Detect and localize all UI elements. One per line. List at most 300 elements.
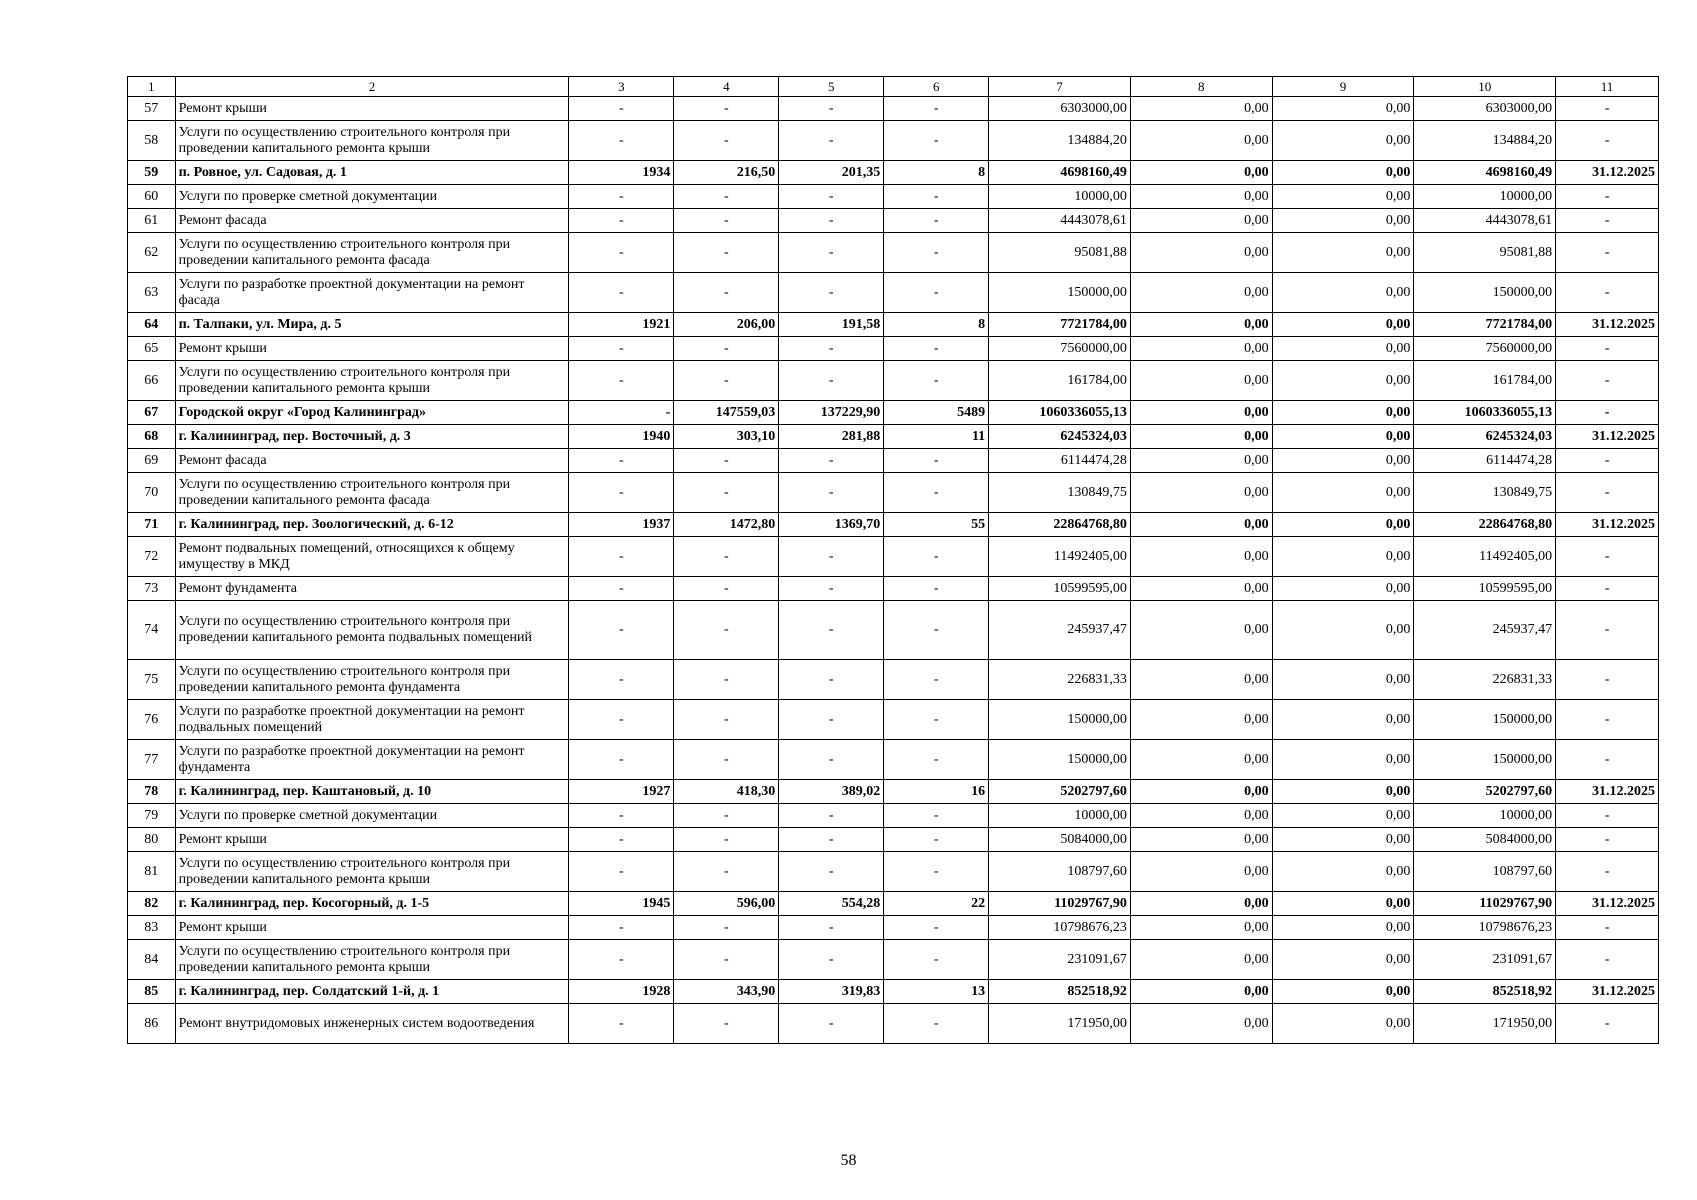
col8-amount: 0,00 bbox=[1130, 337, 1272, 361]
col10-amount: 11029767,90 bbox=[1414, 892, 1556, 916]
row-number: 73 bbox=[128, 577, 176, 601]
col7-amount: 10798676,23 bbox=[989, 916, 1131, 940]
col4-cell: - bbox=[674, 577, 779, 601]
column-header-11: 11 bbox=[1556, 77, 1659, 97]
item-name: Услуги по проверке сметной документации bbox=[175, 804, 569, 828]
col5-cell: - bbox=[779, 209, 884, 233]
col6-cell: - bbox=[884, 361, 989, 401]
col7-amount: 134884,20 bbox=[989, 121, 1131, 161]
col4-cell: - bbox=[674, 852, 779, 892]
col8-amount: 0,00 bbox=[1130, 537, 1272, 577]
item-name: Услуги по осуществлению строительного контроля при проведении капитального ремонта крыши bbox=[175, 361, 569, 401]
row-number: 65 bbox=[128, 337, 176, 361]
col9-amount: 0,00 bbox=[1272, 161, 1414, 185]
col9-amount: 0,00 bbox=[1272, 337, 1414, 361]
row-number: 60 bbox=[128, 185, 176, 209]
col9-amount: 0,00 bbox=[1272, 804, 1414, 828]
col5-cell: 319,83 bbox=[779, 980, 884, 1004]
col11-date: 31.12.2025 bbox=[1556, 980, 1659, 1004]
col3-cell: - bbox=[569, 916, 674, 940]
row-number: 66 bbox=[128, 361, 176, 401]
col10-amount: 10798676,23 bbox=[1414, 916, 1556, 940]
col3-cell: - bbox=[569, 1004, 674, 1044]
col6-cell: 16 bbox=[884, 780, 989, 804]
col5-cell: 389,02 bbox=[779, 780, 884, 804]
col5-cell: - bbox=[779, 1004, 884, 1044]
table-row bbox=[128, 473, 1659, 513]
col8-amount: 0,00 bbox=[1130, 700, 1272, 740]
item-name: г. Калининград, пер. Зоологический, д. 6-12 bbox=[175, 513, 569, 537]
col11-date: 31.12.2025 bbox=[1556, 513, 1659, 537]
table-row bbox=[128, 97, 1659, 121]
col7-amount: 231091,67 bbox=[989, 940, 1131, 980]
table-row bbox=[128, 601, 1659, 660]
col4-cell: 206,00 bbox=[674, 313, 779, 337]
col8-amount: 0,00 bbox=[1130, 740, 1272, 780]
col11-date: 31.12.2025 bbox=[1556, 892, 1659, 916]
item-name: Городской округ «Город Калининград» bbox=[175, 401, 569, 425]
col10-amount: 134884,20 bbox=[1414, 121, 1556, 161]
col3-cell: - bbox=[569, 804, 674, 828]
col3-cell: - bbox=[569, 537, 674, 577]
col7-amount: 171950,00 bbox=[989, 1004, 1131, 1044]
column-header-3: 3 bbox=[569, 77, 674, 97]
table-row bbox=[128, 700, 1659, 740]
col6-cell: 13 bbox=[884, 980, 989, 1004]
col7-amount: 108797,60 bbox=[989, 852, 1131, 892]
col7-amount: 7721784,00 bbox=[989, 313, 1131, 337]
col3-cell: - bbox=[569, 940, 674, 980]
col8-amount: 0,00 bbox=[1130, 121, 1272, 161]
col6-cell: - bbox=[884, 940, 989, 980]
col10-amount: 10599595,00 bbox=[1414, 577, 1556, 601]
col4-cell: - bbox=[674, 940, 779, 980]
col9-amount: 0,00 bbox=[1272, 980, 1414, 1004]
col3-cell: - bbox=[569, 700, 674, 740]
col11-date: - bbox=[1556, 97, 1659, 121]
col11-date: 31.12.2025 bbox=[1556, 313, 1659, 337]
col9-amount: 0,00 bbox=[1272, 892, 1414, 916]
col9-amount: 0,00 bbox=[1272, 601, 1414, 660]
col9-amount: 0,00 bbox=[1272, 660, 1414, 700]
col8-amount: 0,00 bbox=[1130, 97, 1272, 121]
repair-program-table bbox=[127, 76, 1659, 1044]
table-row bbox=[128, 940, 1659, 980]
col7-amount: 10000,00 bbox=[989, 185, 1131, 209]
col11-date: - bbox=[1556, 449, 1659, 473]
col3-cell: - bbox=[569, 121, 674, 161]
col6-cell: - bbox=[884, 700, 989, 740]
row-number: 83 bbox=[128, 916, 176, 940]
table-row bbox=[128, 740, 1659, 780]
item-name: Ремонт фасада bbox=[175, 449, 569, 473]
col10-amount: 5202797,60 bbox=[1414, 780, 1556, 804]
col9-amount: 0,00 bbox=[1272, 1004, 1414, 1044]
row-number: 77 bbox=[128, 740, 176, 780]
col3-cell: - bbox=[569, 233, 674, 273]
col10-amount: 150000,00 bbox=[1414, 700, 1556, 740]
table-row bbox=[128, 804, 1659, 828]
col8-amount: 0,00 bbox=[1130, 852, 1272, 892]
item-name: Услуги по осуществлению строительного контроля при проведении капитального ремонта фасада bbox=[175, 233, 569, 273]
col4-cell: - bbox=[674, 828, 779, 852]
col4-cell: - bbox=[674, 473, 779, 513]
col7-amount: 95081,88 bbox=[989, 233, 1131, 273]
col4-cell: - bbox=[674, 537, 779, 577]
row-number: 84 bbox=[128, 940, 176, 980]
col9-amount: 0,00 bbox=[1272, 185, 1414, 209]
col5-cell: - bbox=[779, 337, 884, 361]
col3-cell: - bbox=[569, 740, 674, 780]
col7-amount: 226831,33 bbox=[989, 660, 1131, 700]
item-name: г. Калининград, пер. Косогорный, д. 1-5 bbox=[175, 892, 569, 916]
col11-date: - bbox=[1556, 916, 1659, 940]
table-row bbox=[128, 780, 1659, 804]
col6-cell: - bbox=[884, 577, 989, 601]
col9-amount: 0,00 bbox=[1272, 916, 1414, 940]
col10-amount: 171950,00 bbox=[1414, 1004, 1556, 1044]
col9-amount: 0,00 bbox=[1272, 449, 1414, 473]
col8-amount: 0,00 bbox=[1130, 425, 1272, 449]
col5-cell: 191,58 bbox=[779, 313, 884, 337]
col3-cell: - bbox=[569, 273, 674, 313]
row-number: 62 bbox=[128, 233, 176, 273]
col7-amount: 11492405,00 bbox=[989, 537, 1131, 577]
table-row bbox=[128, 361, 1659, 401]
col11-date: - bbox=[1556, 940, 1659, 980]
col7-amount: 150000,00 bbox=[989, 740, 1131, 780]
item-name: Услуги по осуществлению строительного контроля при проведении капитального ремонта фундамента bbox=[175, 660, 569, 700]
item-name: г. Калининград, пер. Каштановый, д. 10 bbox=[175, 780, 569, 804]
item-name: Ремонт фасада bbox=[175, 209, 569, 233]
col3-cell: - bbox=[569, 185, 674, 209]
col11-date: - bbox=[1556, 828, 1659, 852]
col4-cell: - bbox=[674, 740, 779, 780]
row-number: 68 bbox=[128, 425, 176, 449]
row-number: 72 bbox=[128, 537, 176, 577]
col11-date: 31.12.2025 bbox=[1556, 161, 1659, 185]
item-name: Услуги по разработке проектной документации на ремонт фасада bbox=[175, 273, 569, 313]
row-number: 76 bbox=[128, 700, 176, 740]
table-row bbox=[128, 313, 1659, 337]
col8-amount: 0,00 bbox=[1130, 601, 1272, 660]
col3-cell: 1921 bbox=[569, 313, 674, 337]
col5-cell: - bbox=[779, 700, 884, 740]
col8-amount: 0,00 bbox=[1130, 940, 1272, 980]
col5-cell: - bbox=[779, 804, 884, 828]
col7-amount: 6245324,03 bbox=[989, 425, 1131, 449]
col10-amount: 108797,60 bbox=[1414, 852, 1556, 892]
col3-cell: - bbox=[569, 337, 674, 361]
col8-amount: 0,00 bbox=[1130, 273, 1272, 313]
column-header-1: 1 bbox=[128, 77, 176, 97]
col3-cell: 1945 bbox=[569, 892, 674, 916]
page-number: 58 bbox=[840, 1152, 857, 1169]
col11-date: - bbox=[1556, 209, 1659, 233]
col8-amount: 0,00 bbox=[1130, 361, 1272, 401]
col4-cell: 1472,80 bbox=[674, 513, 779, 537]
col5-cell: - bbox=[779, 121, 884, 161]
col9-amount: 0,00 bbox=[1272, 209, 1414, 233]
table-row bbox=[128, 513, 1659, 537]
col11-date: - bbox=[1556, 233, 1659, 273]
col7-amount: 5084000,00 bbox=[989, 828, 1131, 852]
col6-cell: - bbox=[884, 209, 989, 233]
item-name: Услуги по разработке проектной документации на ремонт фундамента bbox=[175, 740, 569, 780]
col11-date: - bbox=[1556, 361, 1659, 401]
col4-cell: - bbox=[674, 361, 779, 401]
table-row bbox=[128, 892, 1659, 916]
col6-cell: - bbox=[884, 660, 989, 700]
col8-amount: 0,00 bbox=[1130, 161, 1272, 185]
col6-cell: - bbox=[884, 473, 989, 513]
col7-amount: 130849,75 bbox=[989, 473, 1131, 513]
col9-amount: 0,00 bbox=[1272, 852, 1414, 892]
col6-cell: 8 bbox=[884, 161, 989, 185]
col6-cell: - bbox=[884, 828, 989, 852]
col7-amount: 150000,00 bbox=[989, 273, 1131, 313]
item-name: Ремонт крыши bbox=[175, 916, 569, 940]
col3-cell: - bbox=[569, 449, 674, 473]
col7-amount: 7560000,00 bbox=[989, 337, 1131, 361]
col4-cell: 216,50 bbox=[674, 161, 779, 185]
col5-cell: 137229,90 bbox=[779, 401, 884, 425]
table-row bbox=[128, 660, 1659, 700]
col5-cell: 554,28 bbox=[779, 892, 884, 916]
item-name: Услуги по осуществлению строительного контроля при проведении капитального ремонта крыши bbox=[175, 852, 569, 892]
item-name: Ремонт внутридомовых инженерных систем водоотведения bbox=[175, 1004, 569, 1044]
col9-amount: 0,00 bbox=[1272, 940, 1414, 980]
table-row bbox=[128, 337, 1659, 361]
col11-date: - bbox=[1556, 337, 1659, 361]
col8-amount: 0,00 bbox=[1130, 660, 1272, 700]
col7-amount: 5202797,60 bbox=[989, 780, 1131, 804]
col8-amount: 0,00 bbox=[1130, 780, 1272, 804]
col8-amount: 0,00 bbox=[1130, 313, 1272, 337]
col5-cell: - bbox=[779, 660, 884, 700]
col9-amount: 0,00 bbox=[1272, 577, 1414, 601]
col8-amount: 0,00 bbox=[1130, 980, 1272, 1004]
col9-amount: 0,00 bbox=[1272, 97, 1414, 121]
row-number: 75 bbox=[128, 660, 176, 700]
col8-amount: 0,00 bbox=[1130, 233, 1272, 273]
col8-amount: 0,00 bbox=[1130, 577, 1272, 601]
col10-amount: 6245324,03 bbox=[1414, 425, 1556, 449]
col9-amount: 0,00 bbox=[1272, 425, 1414, 449]
col5-cell: 281,88 bbox=[779, 425, 884, 449]
col3-cell: 1927 bbox=[569, 780, 674, 804]
col8-amount: 0,00 bbox=[1130, 185, 1272, 209]
col4-cell: - bbox=[674, 660, 779, 700]
col5-cell: 201,35 bbox=[779, 161, 884, 185]
col11-date: - bbox=[1556, 273, 1659, 313]
col5-cell: - bbox=[779, 361, 884, 401]
col6-cell: - bbox=[884, 233, 989, 273]
col9-amount: 0,00 bbox=[1272, 828, 1414, 852]
col6-cell: - bbox=[884, 449, 989, 473]
col11-date: - bbox=[1556, 804, 1659, 828]
col5-cell: 1369,70 bbox=[779, 513, 884, 537]
col6-cell: - bbox=[884, 121, 989, 161]
col9-amount: 0,00 bbox=[1272, 780, 1414, 804]
col11-date: - bbox=[1556, 852, 1659, 892]
col8-amount: 0,00 bbox=[1130, 473, 1272, 513]
col5-cell: - bbox=[779, 449, 884, 473]
item-name: г. Калининград, пер. Солдатский 1-й, д. 1 bbox=[175, 980, 569, 1004]
col5-cell: - bbox=[779, 852, 884, 892]
col7-amount: 11029767,90 bbox=[989, 892, 1131, 916]
row-number: 69 bbox=[128, 449, 176, 473]
row-number: 64 bbox=[128, 313, 176, 337]
col6-cell: - bbox=[884, 601, 989, 660]
col4-cell: - bbox=[674, 700, 779, 740]
col5-cell: - bbox=[779, 273, 884, 313]
col4-cell: - bbox=[674, 449, 779, 473]
item-name: Услуги по осуществлению строительного контроля при проведении капитального ремонта фасада bbox=[175, 473, 569, 513]
item-name: п. Талпаки, ул. Мира, д. 5 bbox=[175, 313, 569, 337]
col10-amount: 245937,47 bbox=[1414, 601, 1556, 660]
table-row bbox=[128, 233, 1659, 273]
item-name: Ремонт крыши bbox=[175, 97, 569, 121]
col8-amount: 0,00 bbox=[1130, 401, 1272, 425]
item-name: Услуги по осуществлению строительного контроля при проведении капитального ремонта крыши bbox=[175, 121, 569, 161]
col3-cell: - bbox=[569, 473, 674, 513]
table-row bbox=[128, 161, 1659, 185]
col7-amount: 6114474,28 bbox=[989, 449, 1131, 473]
col6-cell: - bbox=[884, 852, 989, 892]
item-name: Услуги по осуществлению строительного контроля при проведении капитального ремонта крыши bbox=[175, 940, 569, 980]
col3-cell: 1940 bbox=[569, 425, 674, 449]
row-number: 58 bbox=[128, 121, 176, 161]
col7-amount: 852518,92 bbox=[989, 980, 1131, 1004]
col9-amount: 0,00 bbox=[1272, 273, 1414, 313]
col9-amount: 0,00 bbox=[1272, 313, 1414, 337]
column-header-5: 5 bbox=[779, 77, 884, 97]
col10-amount: 22864768,80 bbox=[1414, 513, 1556, 537]
col10-amount: 6114474,28 bbox=[1414, 449, 1556, 473]
col3-cell: - bbox=[569, 401, 674, 425]
table-row bbox=[128, 537, 1659, 577]
table-row bbox=[128, 121, 1659, 161]
col9-amount: 0,00 bbox=[1272, 121, 1414, 161]
col8-amount: 0,00 bbox=[1130, 209, 1272, 233]
table-row bbox=[128, 449, 1659, 473]
col10-amount: 4443078,61 bbox=[1414, 209, 1556, 233]
col11-date: - bbox=[1556, 740, 1659, 780]
col7-amount: 10000,00 bbox=[989, 804, 1131, 828]
col10-amount: 231091,67 bbox=[1414, 940, 1556, 980]
col4-cell: 596,00 bbox=[674, 892, 779, 916]
col4-cell: - bbox=[674, 209, 779, 233]
row-number: 81 bbox=[128, 852, 176, 892]
col8-amount: 0,00 bbox=[1130, 828, 1272, 852]
col10-amount: 4698160,49 bbox=[1414, 161, 1556, 185]
col3-cell: - bbox=[569, 209, 674, 233]
col10-amount: 130849,75 bbox=[1414, 473, 1556, 513]
col3-cell: - bbox=[569, 601, 674, 660]
table-row bbox=[128, 401, 1659, 425]
col3-cell: - bbox=[569, 660, 674, 700]
col6-cell: - bbox=[884, 1004, 989, 1044]
col8-amount: 0,00 bbox=[1130, 513, 1272, 537]
col9-amount: 0,00 bbox=[1272, 537, 1414, 577]
col10-amount: 11492405,00 bbox=[1414, 537, 1556, 577]
table-row bbox=[128, 273, 1659, 313]
col4-cell: 147559,03 bbox=[674, 401, 779, 425]
col6-cell: - bbox=[884, 740, 989, 780]
col3-cell: - bbox=[569, 852, 674, 892]
col10-amount: 10000,00 bbox=[1414, 185, 1556, 209]
item-name: г. Калининград, пер. Восточный, д. 3 bbox=[175, 425, 569, 449]
row-number: 61 bbox=[128, 209, 176, 233]
col7-amount: 1060336055,13 bbox=[989, 401, 1131, 425]
col5-cell: - bbox=[779, 473, 884, 513]
item-name: Ремонт крыши bbox=[175, 828, 569, 852]
col7-amount: 10599595,00 bbox=[989, 577, 1131, 601]
table-row bbox=[128, 852, 1659, 892]
col4-cell: 418,30 bbox=[674, 780, 779, 804]
col9-amount: 0,00 bbox=[1272, 233, 1414, 273]
col6-cell: - bbox=[884, 337, 989, 361]
col5-cell: - bbox=[779, 97, 884, 121]
row-number: 57 bbox=[128, 97, 176, 121]
item-name: Ремонт фундамента bbox=[175, 577, 569, 601]
table-row bbox=[128, 185, 1659, 209]
col3-cell: - bbox=[569, 577, 674, 601]
col11-date: 31.12.2025 bbox=[1556, 780, 1659, 804]
row-number: 80 bbox=[128, 828, 176, 852]
item-name: п. Ровное, ул. Садовая, д. 1 bbox=[175, 161, 569, 185]
col4-cell: - bbox=[674, 185, 779, 209]
col10-amount: 226831,33 bbox=[1414, 660, 1556, 700]
column-header-8: 8 bbox=[1130, 77, 1272, 97]
col9-amount: 0,00 bbox=[1272, 401, 1414, 425]
row-number: 79 bbox=[128, 804, 176, 828]
item-name: Услуги по осуществлению строительного контроля при проведении капитального ремонта подвальных помещений bbox=[175, 601, 569, 660]
col6-cell: 55 bbox=[884, 513, 989, 537]
col7-amount: 22864768,80 bbox=[989, 513, 1131, 537]
item-name: Ремонт крыши bbox=[175, 337, 569, 361]
table-row bbox=[128, 209, 1659, 233]
col8-amount: 0,00 bbox=[1130, 892, 1272, 916]
col11-date: - bbox=[1556, 401, 1659, 425]
col9-amount: 0,00 bbox=[1272, 700, 1414, 740]
column-header-7: 7 bbox=[989, 77, 1131, 97]
col11-date: - bbox=[1556, 700, 1659, 740]
col7-amount: 4698160,49 bbox=[989, 161, 1131, 185]
col10-amount: 161784,00 bbox=[1414, 361, 1556, 401]
col6-cell: - bbox=[884, 916, 989, 940]
col5-cell: - bbox=[779, 740, 884, 780]
table-row bbox=[128, 916, 1659, 940]
col6-cell: - bbox=[884, 804, 989, 828]
col7-amount: 4443078,61 bbox=[989, 209, 1131, 233]
col3-cell: 1934 bbox=[569, 161, 674, 185]
col11-date: - bbox=[1556, 473, 1659, 513]
row-number: 86 bbox=[128, 1004, 176, 1044]
col10-amount: 7560000,00 bbox=[1414, 337, 1556, 361]
col5-cell: - bbox=[779, 233, 884, 273]
col11-date: - bbox=[1556, 537, 1659, 577]
document-page bbox=[127, 76, 1659, 1044]
row-number: 70 bbox=[128, 473, 176, 513]
row-number: 82 bbox=[128, 892, 176, 916]
column-header-10: 10 bbox=[1414, 77, 1556, 97]
col9-amount: 0,00 bbox=[1272, 740, 1414, 780]
row-number: 85 bbox=[128, 980, 176, 1004]
col4-cell: - bbox=[674, 804, 779, 828]
col3-cell: 1937 bbox=[569, 513, 674, 537]
